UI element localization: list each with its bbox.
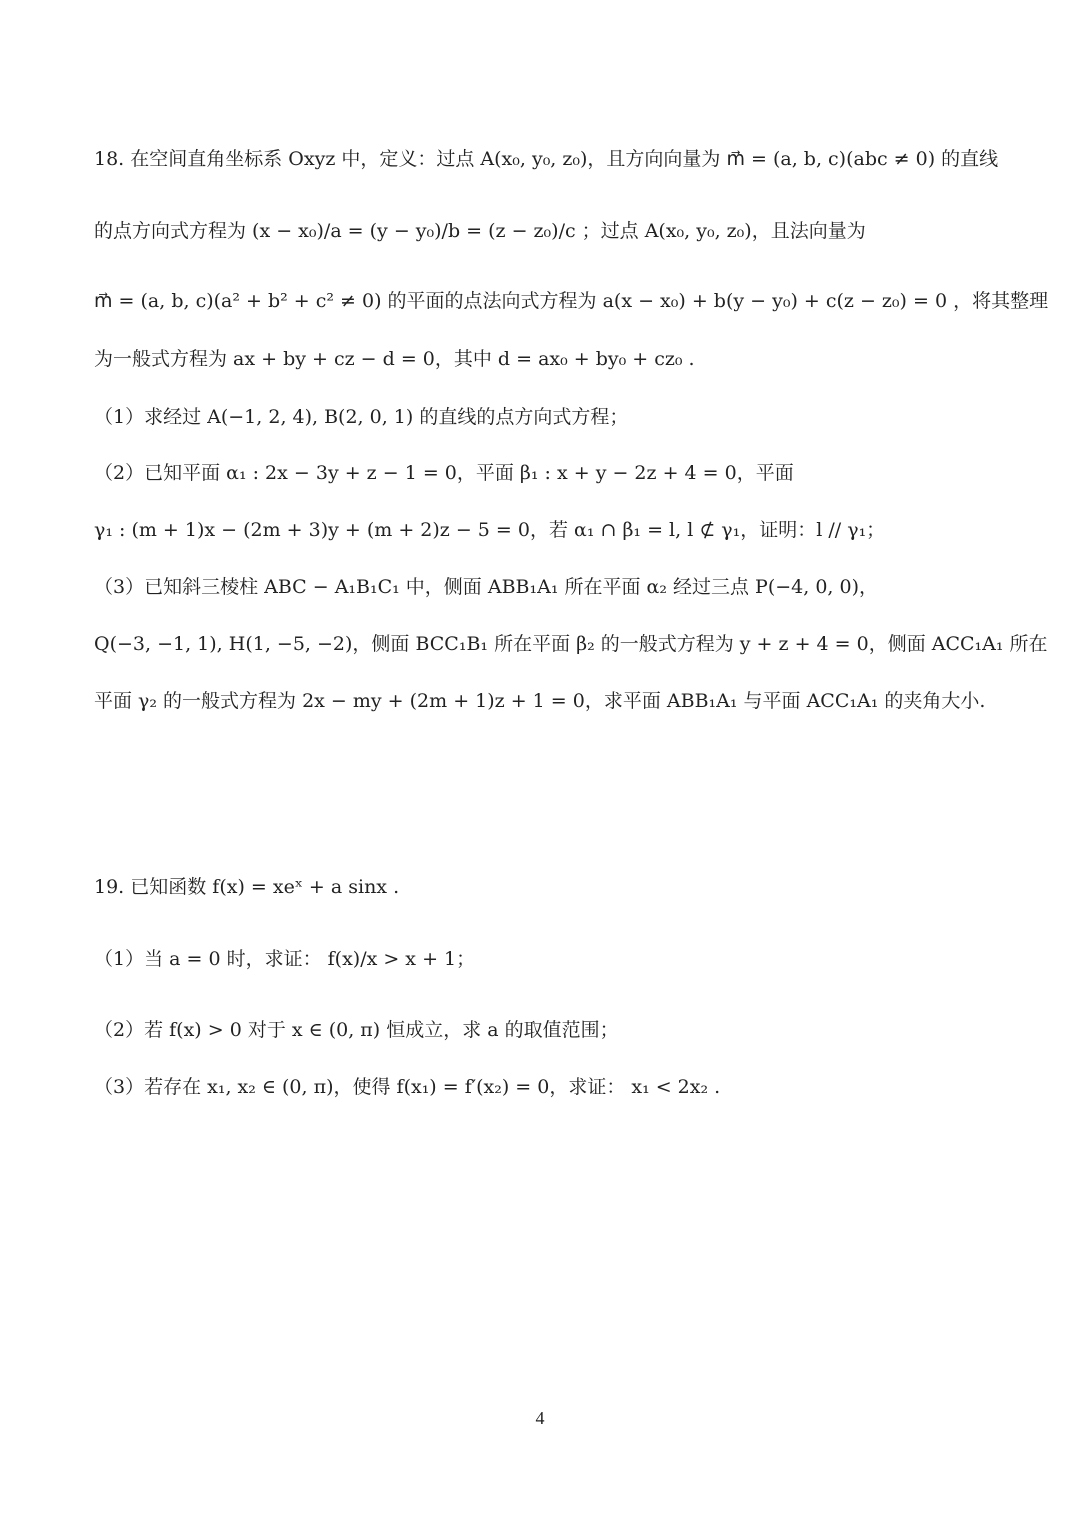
q18-line-1: 18. 在空间直角坐标系 Oxyz 中，定义：过点 A(x₀, y₀, z₀)，且方向向量为 m⃗ = (a, b, c)(abc ≠ 0) 的直线 bbox=[94, 148, 999, 170]
q19-part-3: （3）若存在 x₁, x₂ ∈ (0, π)，使得 f(x₁) = f′(x₂) = 0，求证： x₁ < 2x₂ . bbox=[94, 1076, 721, 1098]
q18-part-1: （1）求经过 A(−1, 2, 4), B(2, 0, 1) 的直线的点方向式方程； bbox=[94, 406, 629, 428]
q18-line-3: m⃗ = (a, b, c)(a² + b² + c² ≠ 0) 的平面的点法向式方程为 a(x − x₀) + b(y − y₀) + c(z − z₀) = 0 ，将其整理 bbox=[94, 290, 1049, 312]
q19-part-2: （2）若 f(x) > 0 对于 x ∈ (0, π) 恒成立，求 a 的取值范围； bbox=[94, 1019, 619, 1041]
q18-part-3b: Q(−3, −1, 1), H(1, −5, −2)，侧面 BCC₁B₁ 所在平面 β₂ 的一般式方程为 y + z + 4 = 0，侧面 ACC₁A₁ 所在 bbox=[94, 633, 1048, 655]
q18-line-2: 的点方向式方程为 (x − x₀)/a = (y − y₀)/b = (z − z₀)/c ；过点 A(x₀, y₀, z₀)，且法向量为 bbox=[94, 220, 866, 242]
q18-part-3a: （3）已知斜三棱柱 ABC − A₁B₁C₁ 中，侧面 ABB₁A₁ 所在平面 α₂ 经过三点 P(−4, 0, 0)， bbox=[94, 576, 879, 598]
q18-part-2a: （2）已知平面 α₁ : 2x − 3y + z − 1 = 0，平面 β₁ : x + y − 2z + 4 = 0，平面 bbox=[94, 462, 794, 484]
q18-part-3c: 平面 γ₂ 的一般式方程为 2x − my + (2m + 1)z + 1 = 0，求平面 ABB₁A₁ 与平面 ACC₁A₁ 的夹角大小. bbox=[94, 690, 986, 712]
q18-line-4: 为一般式方程为 ax + by + cz − d = 0，其中 d = ax₀ + by₀ + cz₀ . bbox=[94, 348, 695, 370]
q19-line-1: 19. 已知函数 f(x) = xeˣ + a sinx . bbox=[94, 876, 400, 898]
q19-part-1: （1）当 a = 0 时，求证： f(x)/x > x + 1； bbox=[94, 948, 476, 970]
q18-part-2b: γ₁ : (m + 1)x − (2m + 3)y + (m + 2)z − 5 = 0，若 α₁ ∩ β₁ = l, l ⊄ γ₁，证明：l // γ₁； bbox=[94, 519, 886, 541]
page-number: 4 bbox=[535, 1408, 545, 1428]
